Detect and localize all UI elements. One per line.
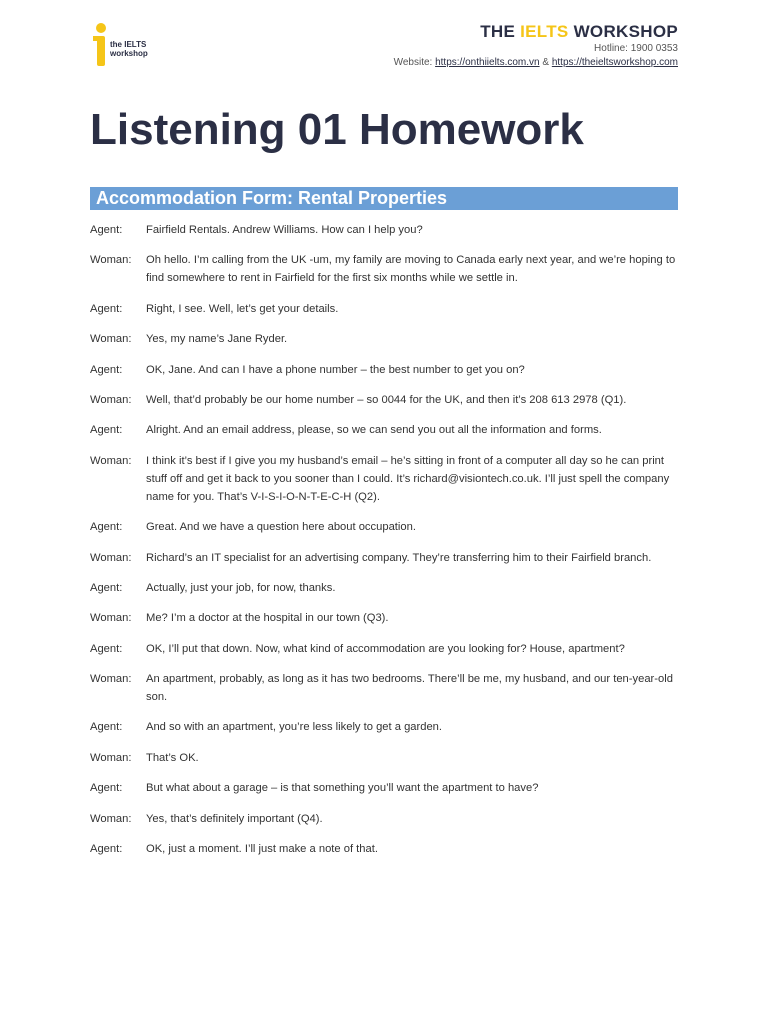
dialogue-text: OK, I’ll put that down. Now, what kind of accommodation are you looking for? House, apartment? xyxy=(146,642,625,655)
speaker-label: Agent: xyxy=(90,721,123,734)
dialogue-line xyxy=(90,810,678,828)
dialogue-text: An apartment, probably, as long as it has two bedrooms. There’ll be me, my husband, and our ten-year-old son. xyxy=(146,673,673,704)
speaker-label: Woman: xyxy=(90,612,132,625)
logo-line-1: the IELTS xyxy=(110,40,147,49)
speaker-label: Woman: xyxy=(90,333,132,346)
speaker-label: Agent: xyxy=(90,224,123,236)
dialogue-text: I think it’s best if I give you my husband’s email – he’s sitting in front of a computer all day so he can print stuff off and get it back to you sooner than I could. It’s richard@visiontech.co.uk. I’ll just spell the company name for you. That’s V-I-S-I-O-N-T-E-C-H (Q2). xyxy=(146,454,670,503)
speaker-label: Agent: xyxy=(90,424,123,437)
dialogue-line xyxy=(90,640,678,658)
brand-title xyxy=(394,22,678,42)
page-title: Listening 01 Homework xyxy=(90,105,584,154)
brand-title-accent: IELTS xyxy=(520,22,569,41)
speaker-label: Agent: xyxy=(90,642,123,655)
website-line xyxy=(394,56,678,70)
speaker-label: Woman: xyxy=(90,454,132,467)
dialogue-text: Fairfield Rentals. Andrew Williams. How can I help you? xyxy=(146,224,423,236)
speaker-label: Woman: xyxy=(90,812,132,825)
ielts-workshop-logo xyxy=(90,22,170,70)
dialogue-text: Yes, that’s definitely important (Q4). xyxy=(146,812,323,825)
speaker-label: Agent: xyxy=(90,843,123,856)
dialogue-text: Actually, just your job, for now, thanks. xyxy=(146,581,336,594)
speaker-label: Agent: xyxy=(90,302,123,315)
brand-title-post: WORKSHOP xyxy=(568,22,678,41)
dialogue-line xyxy=(90,670,678,706)
dialogue-text: Right, I see. Well, let’s get your details. xyxy=(146,302,339,315)
dialogue-text: That’s OK. xyxy=(146,751,199,764)
dialogue-line xyxy=(90,330,678,348)
dialogue-line xyxy=(90,779,678,797)
speaker-label: Woman: xyxy=(90,673,132,686)
dialogue-line xyxy=(90,749,678,767)
dialogue-text: And so with an apartment, you’re less likely to get a garden. xyxy=(146,721,443,734)
brand-block xyxy=(394,22,678,70)
dialogue-text: OK, Jane. And can I have a phone number – the best number to get you on? xyxy=(146,363,525,376)
dialogue-line xyxy=(90,579,678,597)
dialogue-line xyxy=(90,609,678,627)
dialogue-line xyxy=(90,391,678,409)
dialogue-text: But what about a garage – is that something you’ll want the apartment to have? xyxy=(146,782,539,795)
dialogue-text: Well, that’d probably be our home number – so 0044 for the UK, and then it’s 208 613 2978 (Q1). xyxy=(146,393,627,406)
dialogue-line xyxy=(90,361,678,379)
dialogue-line xyxy=(90,421,678,439)
speaker-label: Agent: xyxy=(90,782,123,795)
speaker-label: Woman: xyxy=(90,254,132,267)
speaker-label: Agent: xyxy=(90,581,123,594)
section-heading: Accommodation Form: Rental Properties xyxy=(90,187,678,210)
logo-line-2: workshop xyxy=(110,49,148,58)
hotline-text: Hotline: 1900 0353 xyxy=(594,43,678,54)
speaker-label: Woman: xyxy=(90,551,132,564)
dialogue-text: Me? I’m a doctor at the hospital in our town (Q3). xyxy=(146,612,389,625)
dialogue-line xyxy=(90,518,678,536)
dialogue-text: Yes, my name’s Jane Ryder. xyxy=(146,333,288,346)
dialogue-text: Great. And we have a question here about occupation. xyxy=(146,521,416,534)
dialogue-transcript xyxy=(90,221,678,870)
speaker-label: Woman: xyxy=(90,393,132,406)
dialogue-line xyxy=(90,452,678,506)
brand-title-pre: THE xyxy=(480,22,521,41)
dialogue-line xyxy=(90,221,678,239)
dialogue-text: Oh hello. I’m calling from the UK -um, my family are moving to Canada early next year, and we’re hoping to find somewhere to rent in Fairfield for the first six months while we settle in. xyxy=(146,254,676,285)
dialogue-text: OK, just a moment. I’ll just make a note of that. xyxy=(146,843,378,856)
website-link-theieltsworkshop[interactable]: https://theieltsworkshop.com xyxy=(551,57,678,68)
website-label: Website: xyxy=(393,57,436,68)
logo-text xyxy=(110,40,148,58)
speaker-label: Woman: xyxy=(90,751,132,764)
dialogue-text: Alright. And an email address, please, so we can send you out all the information and forms. xyxy=(146,424,602,437)
dialogue-line xyxy=(90,300,678,318)
dialogue-line xyxy=(90,251,678,287)
dialogue-text: Richard’s an IT specialist for an advertising company. They’re transferring him to their Fairfield branch. xyxy=(146,551,652,564)
page-header xyxy=(0,0,768,90)
dialogue-line xyxy=(90,840,678,858)
dialogue-line xyxy=(90,718,678,736)
dialogue-line xyxy=(90,549,678,567)
speaker-label: Agent: xyxy=(90,363,123,376)
website-link-onthiielts[interactable]: https://onthiielts.com.vn xyxy=(435,57,540,68)
website-separator: & xyxy=(539,57,552,68)
speaker-label: Agent: xyxy=(90,521,123,534)
